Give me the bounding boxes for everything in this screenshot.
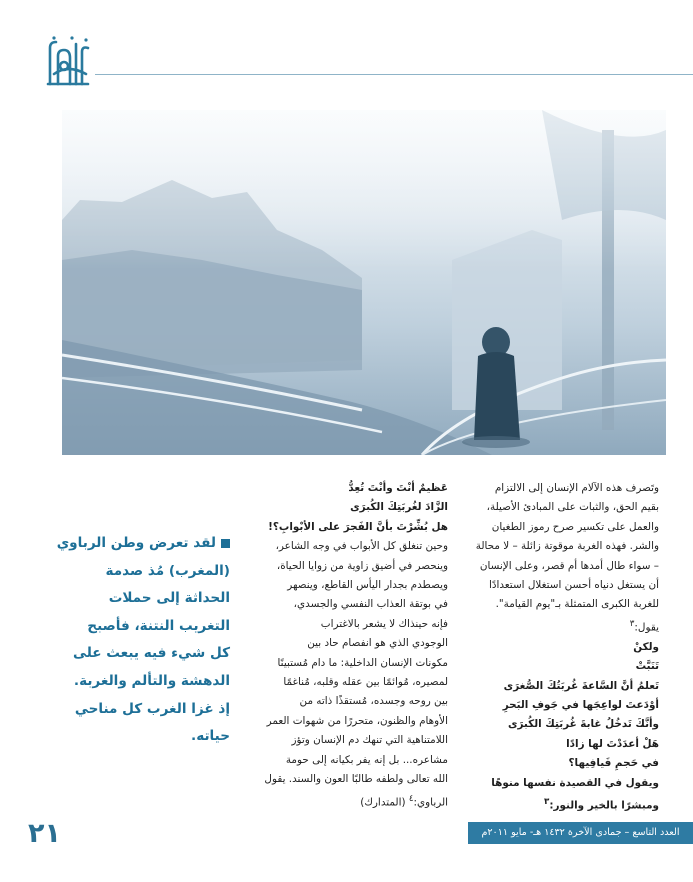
body-line: ويصطدم بجدار اليأس القاطع، وينصهر: [287, 579, 448, 592]
verse-line: هل بُشِّرْتَ بأنَّ الفَجرَ على الأبْوابِ؟!: [268, 520, 448, 533]
verse-intro: يقول:$^٣$: [629, 618, 659, 634]
verse-line: الزَّادَ لغُربَتِكَ الكُبرَى: [350, 501, 448, 514]
pull-quote-line: كل شيء فيه يبعث على: [72, 645, 230, 662]
fog-bridge-photo: [62, 110, 666, 455]
calligraphy-emblem-icon: [42, 34, 94, 90]
right-text-column: [463, 479, 659, 816]
body-line: بين روحه وجسده، مُستقذًا ذاته من: [299, 695, 448, 708]
body-line: أن يستغل دنياه أحسن استغلال استعدادًا: [488, 579, 659, 592]
middle-text-column: [253, 479, 448, 812]
body-line: لمصيره، مُوائمًا بين عقله وقلبه، مُناغمًا: [283, 676, 448, 689]
closing-line: ويقول في القصيدة نفسها منوهًا ومبشرًا بالخير والنور:$^٣$: [491, 776, 659, 812]
pull-quote-line: حياته.: [191, 728, 230, 745]
body-line: بقيم الحق، والثبات على المبادئ الأصيلة،: [486, 501, 659, 514]
body-line: والشر. فهذه الغربة موقوتة زائلة – لا محالة: [475, 540, 659, 553]
verse-line: تَنَبَّتْ: [635, 660, 659, 673]
footnote-ref: ٤: [408, 793, 414, 804]
body-line: الله تعالى ولطفه طالبًا العون والسند. يقول: [264, 773, 448, 786]
body-line: اللامتناهية التي تنهك دم الإنسان وتؤز: [291, 734, 448, 747]
pull-quote-line: التغريب النتنة، فأصبح: [87, 617, 230, 634]
body-line: وحين تنغلق كل الأبواب في وجه الشاعر،: [275, 540, 448, 553]
issue-info-band: العدد التاسع – جمادى الآخرة ١٤٣٢ هـ- مايو ٢٠١١م: [468, 822, 693, 844]
body-line: الوجودي الذي هو انفصام حاد بين: [307, 637, 448, 650]
body-line: وتَصرف هذه الآلام الإنسان إلى الالتزام: [494, 482, 659, 494]
meter-cite: (المتدارك): [360, 795, 406, 808]
verse-line: تَعلمُ أنَّ السَّاعةَ غُربَتُكَ الصُّغرَى: [503, 679, 659, 692]
pull-quote: [50, 530, 230, 751]
pull-quote-line: لقد تعرض وطن الرباوي: [50, 530, 230, 558]
page-number: ٢١: [28, 818, 61, 849]
pull-quote-line: (المغرب) مُذ صدمة: [105, 562, 230, 579]
verse-line: أوْدَعتَ لواعِجَها في جَوفِ البَحرِ: [502, 698, 659, 711]
verse-line: في حَجمِ فَيافِيها؟: [568, 757, 659, 770]
body-line: للغربة الكبرى المتمثلة بـ"يوم القيامة".: [495, 598, 659, 611]
body-line: مكونات الإنسان الداخلية: ما دام مُستبينًا: [277, 656, 448, 669]
footnote-ref: ٣: [544, 796, 550, 807]
square-bullet-icon: [221, 539, 230, 548]
footnote-ref: ٣: [629, 618, 635, 629]
body-line: في بوتقة العذاب النفسي والجسدي،: [293, 598, 448, 611]
verse-line: هَلْ أعدَدْتَ لها زادًا: [566, 737, 659, 750]
verse-line: عَظيمٌ أنْتَ وأنْتَ تُعِدُّ: [348, 482, 448, 494]
verse-line: وأنَّكَ تَدخُلُ غابةَ غُربَتِكَ الكُبرَى: [507, 718, 659, 731]
body-line: الرباوي:$^٤$ (المتدارك): [360, 793, 448, 808]
verse-line: ولكنْ: [633, 640, 659, 653]
body-line: مشاعره... بل إنه يفر بكيانه إلى حومة: [285, 753, 448, 766]
body-line: الأوهام والظنون، متحررًا من شهوات العمر: [266, 714, 448, 727]
body-line: وينحصر في أضيق زاوية من زوايا الحياة،: [276, 559, 448, 572]
body-line: – سواء طال أمدها أم قصر، وعلى الإنسان: [479, 559, 659, 572]
pull-quote-line: إذ غزا الغرب كل مناحي: [74, 700, 230, 717]
body-line: فإنه حينذاك لا يشعر بالاغتراب: [320, 617, 448, 630]
pull-quote-line: الدهشة والتألم والغربة.: [73, 672, 230, 689]
body-line: والعمل على تكسير صرح رموز الطغيان: [491, 520, 659, 533]
header-rule: [95, 74, 693, 75]
pull-quote-line: الحداثة إلى حملات: [108, 590, 230, 607]
